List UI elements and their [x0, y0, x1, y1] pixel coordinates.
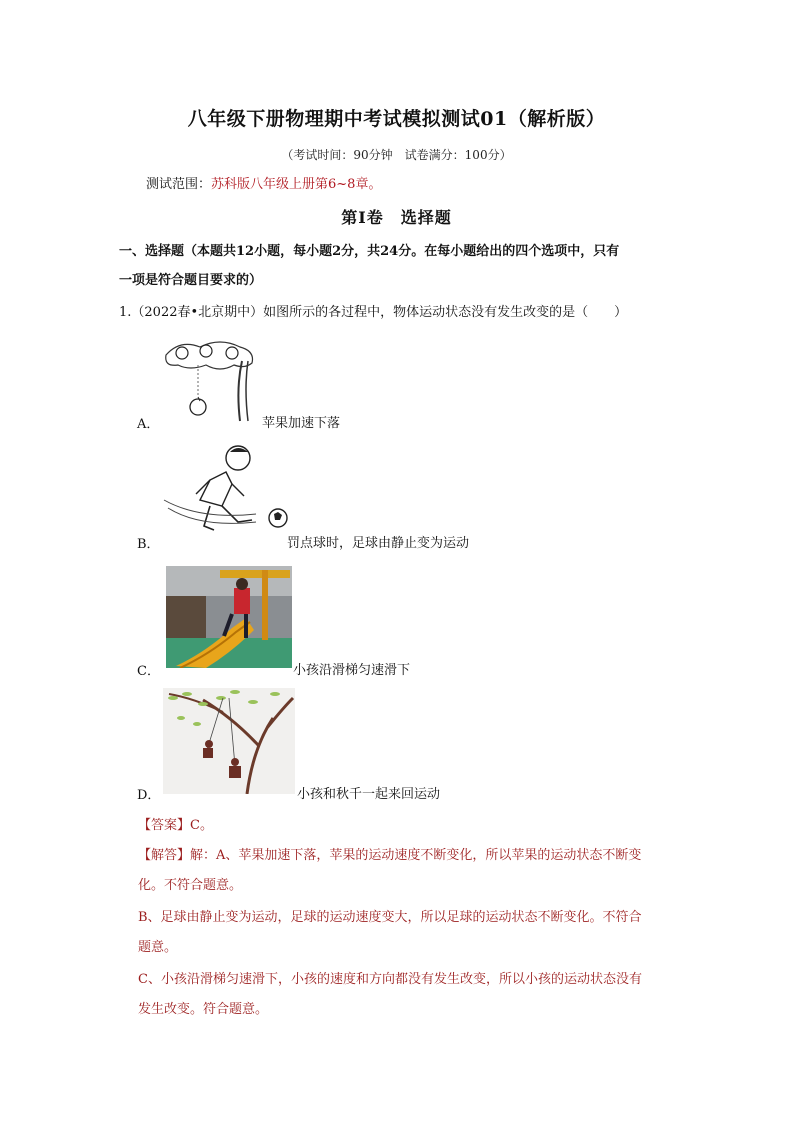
exam-info: （考试时间：90分钟 试卷满分：100分）	[281, 148, 512, 162]
slide-photo	[166, 566, 292, 668]
option-c-label: C．	[137, 664, 160, 679]
instruction-line-1: 一、选择题（本题共12小题，每小题2分，共24分。在每小题给出的四个选项中，只有	[119, 244, 620, 259]
option-a-caption: 苹果加速下落	[262, 416, 341, 431]
explanation-line-3: B、足球由静止变为运动，足球的运动速度变大，所以足球的运动状态不断变化。不符合	[138, 910, 642, 925]
explanation-line-6: 发生改变。符合题意。	[138, 1002, 269, 1017]
option-b-label: B．	[137, 537, 160, 552]
scope-label: 测试范围：	[146, 177, 212, 192]
option-c-caption: 小孩沿滑梯匀速滑下	[293, 663, 411, 678]
question-stem: 1.（2022春•北京期中）如图所示的各过程中，物体运动状态没有发生改变的是（ ）	[119, 305, 628, 320]
explanation-line-1: 【解答】解：A、苹果加速下落，苹果的运动速度不断变化，所以苹果的运动状态不断变	[138, 848, 642, 863]
explanation-line-5: C、小孩沿滑梯匀速滑下，小孩的速度和方向都没有发生改变，所以小孩的运动状态没有	[138, 972, 642, 987]
answer: 【答案】C。	[138, 818, 213, 833]
section-title: 第Ⅰ卷 选择题	[341, 208, 452, 227]
football-kick-icon	[160, 440, 288, 544]
option-a-label: A．	[137, 417, 160, 432]
option-b-caption: 罚点球时，足球由静止变为运动	[287, 536, 470, 551]
instruction-line-2: 一项是符合题目要求的）	[119, 273, 263, 288]
swing-icon	[163, 688, 295, 794]
page-title: 八年级下册物理期中考试模拟测试01（解析版）	[187, 108, 606, 130]
scope-value: 苏科版八年级上册第6~8章。	[211, 177, 382, 192]
explanation-line-2: 化。不符合题意。	[138, 878, 243, 893]
apple-tree-icon	[160, 333, 260, 425]
explanation-line-4: 题意。	[138, 940, 178, 955]
option-d-label: D．	[137, 788, 161, 803]
option-d-caption: 小孩和秋千一起来回运动	[297, 787, 441, 802]
test-scope	[146, 173, 381, 192]
